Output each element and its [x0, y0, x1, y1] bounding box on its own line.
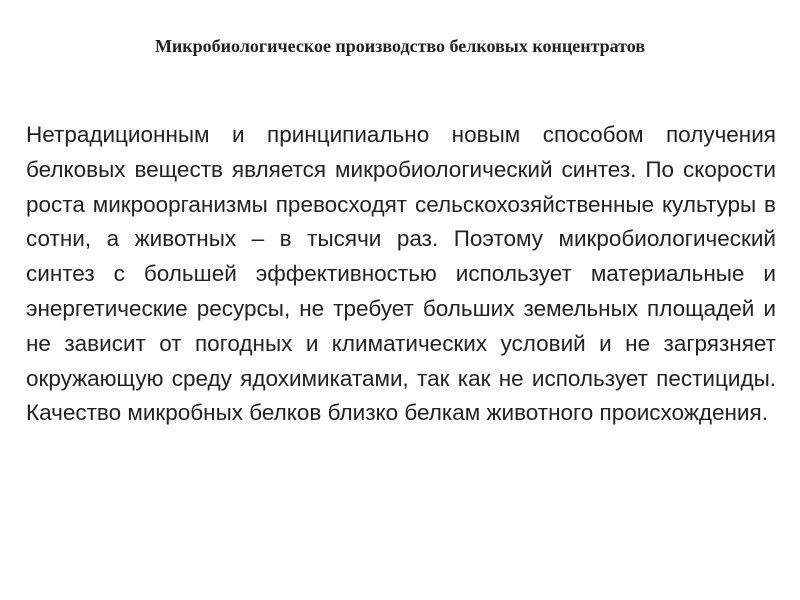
slide-title: Микробиологическое производство белковых концентратов — [154, 36, 646, 56]
slide-body-text: Нетрадиционным и принципиально новым способом получения белковых веществ является микробиологический синтез. По скорости роста микроорганизмы превосходят сельскохозяйственные культуры в сотни, а животных – в тысячи раз. Поэтому микробиологический синтез с большей эффективностью использует материальные и энергетические ресурсы, не требует больших земельных площадей и не зависит от погодных и климатических условий и не загрязняет окружающую среду ядохимикатами, так как не использует пестициды. Качество микробных белков близко белкам животного происхождения. — [26, 122, 776, 426]
